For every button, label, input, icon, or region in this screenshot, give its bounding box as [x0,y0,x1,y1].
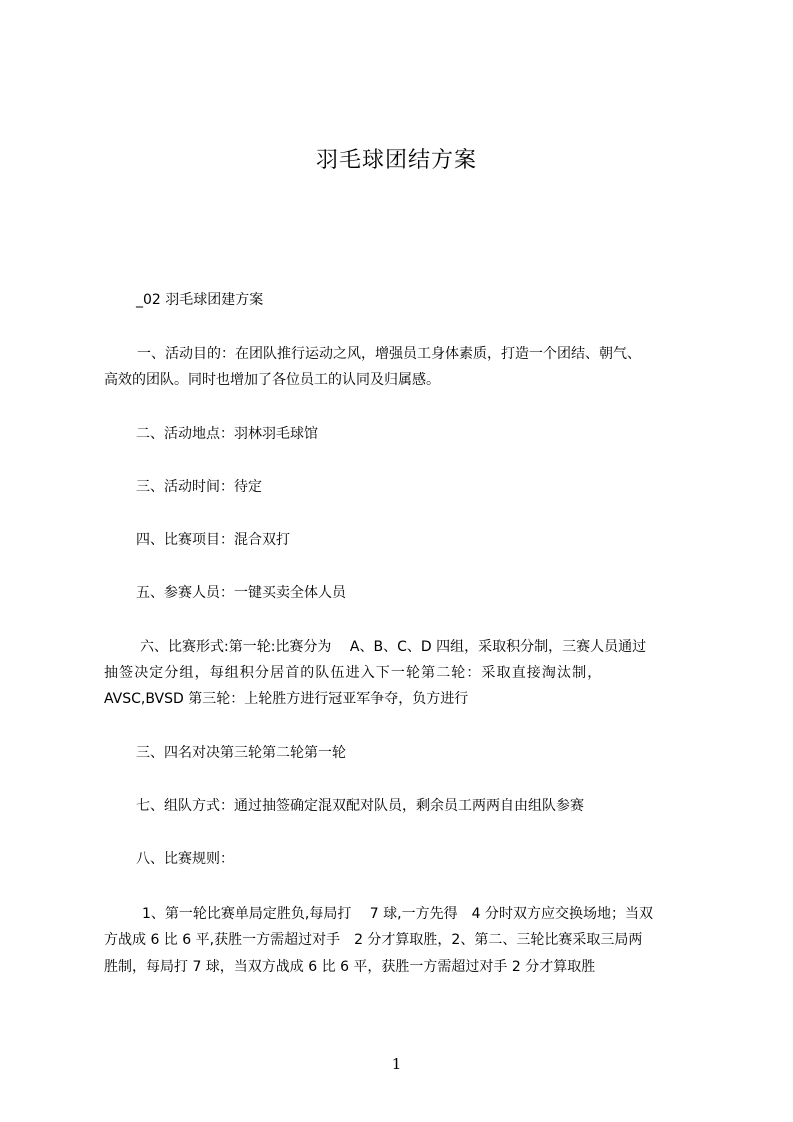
document-subtitle: _02 羽毛球团建方案 [136,292,264,308]
time-line: 三、活动时间：待定 [136,479,262,495]
rules-line-3: 胜制，每局打 7 球，当双方战成 6 比 6 平，获胜一方需超过对手 2 分才算取胜 [104,959,596,975]
page-number: 1 [391,1055,402,1073]
team-formation-line: 七、组队方式：通过抽签确定混双配对队员，剩余员工两两自由组队参赛 [136,798,584,814]
participants-line: 五、参赛人员：一键买卖全体人员 [136,585,346,601]
purpose-line-1: 一、活动目的：在团队推行运动之风，增强员工身体素质，打造一个团结、朝气、 [137,346,641,362]
rules-heading: 八、比赛规则： [136,851,234,867]
location-line: 二、活动地点：羽林羽毛球馆 [136,426,318,442]
format-line-2: 抽签决定分组，每组积分居首的队伍进入下一轮第二轮：采取直接淘汰制， [104,665,603,681]
rules-line-2: 方战成 6 比 6 平,获胜一方需超过对手 2 分才算取胜，2、第二、三轮比赛采取三局两 [104,932,643,948]
event-line: 四、比赛项目：混合双打 [136,532,290,548]
document-title: 羽毛球团结方案 [315,148,477,173]
format-line-3: AVSC,BVSD 第三轮：上轮胜方进行冠亚军争夺，负方进行 [104,691,469,707]
playoff-line: 三、四名对决第三轮第二轮第一轮 [136,745,346,761]
format-line-1: 六、比赛形式:第一轮:比赛分为 A、B、C、D 四组，采取积分制，三赛人员通过 [140,639,647,655]
purpose-line-2: 高效的团队。同时也增加了各位员工的认同及归属感。 [104,372,440,388]
rules-line-1: 1、第一轮比赛单局定胜负,每局打 7 球,一方先得 4 分时双方应交换场地；当双 [142,906,653,922]
